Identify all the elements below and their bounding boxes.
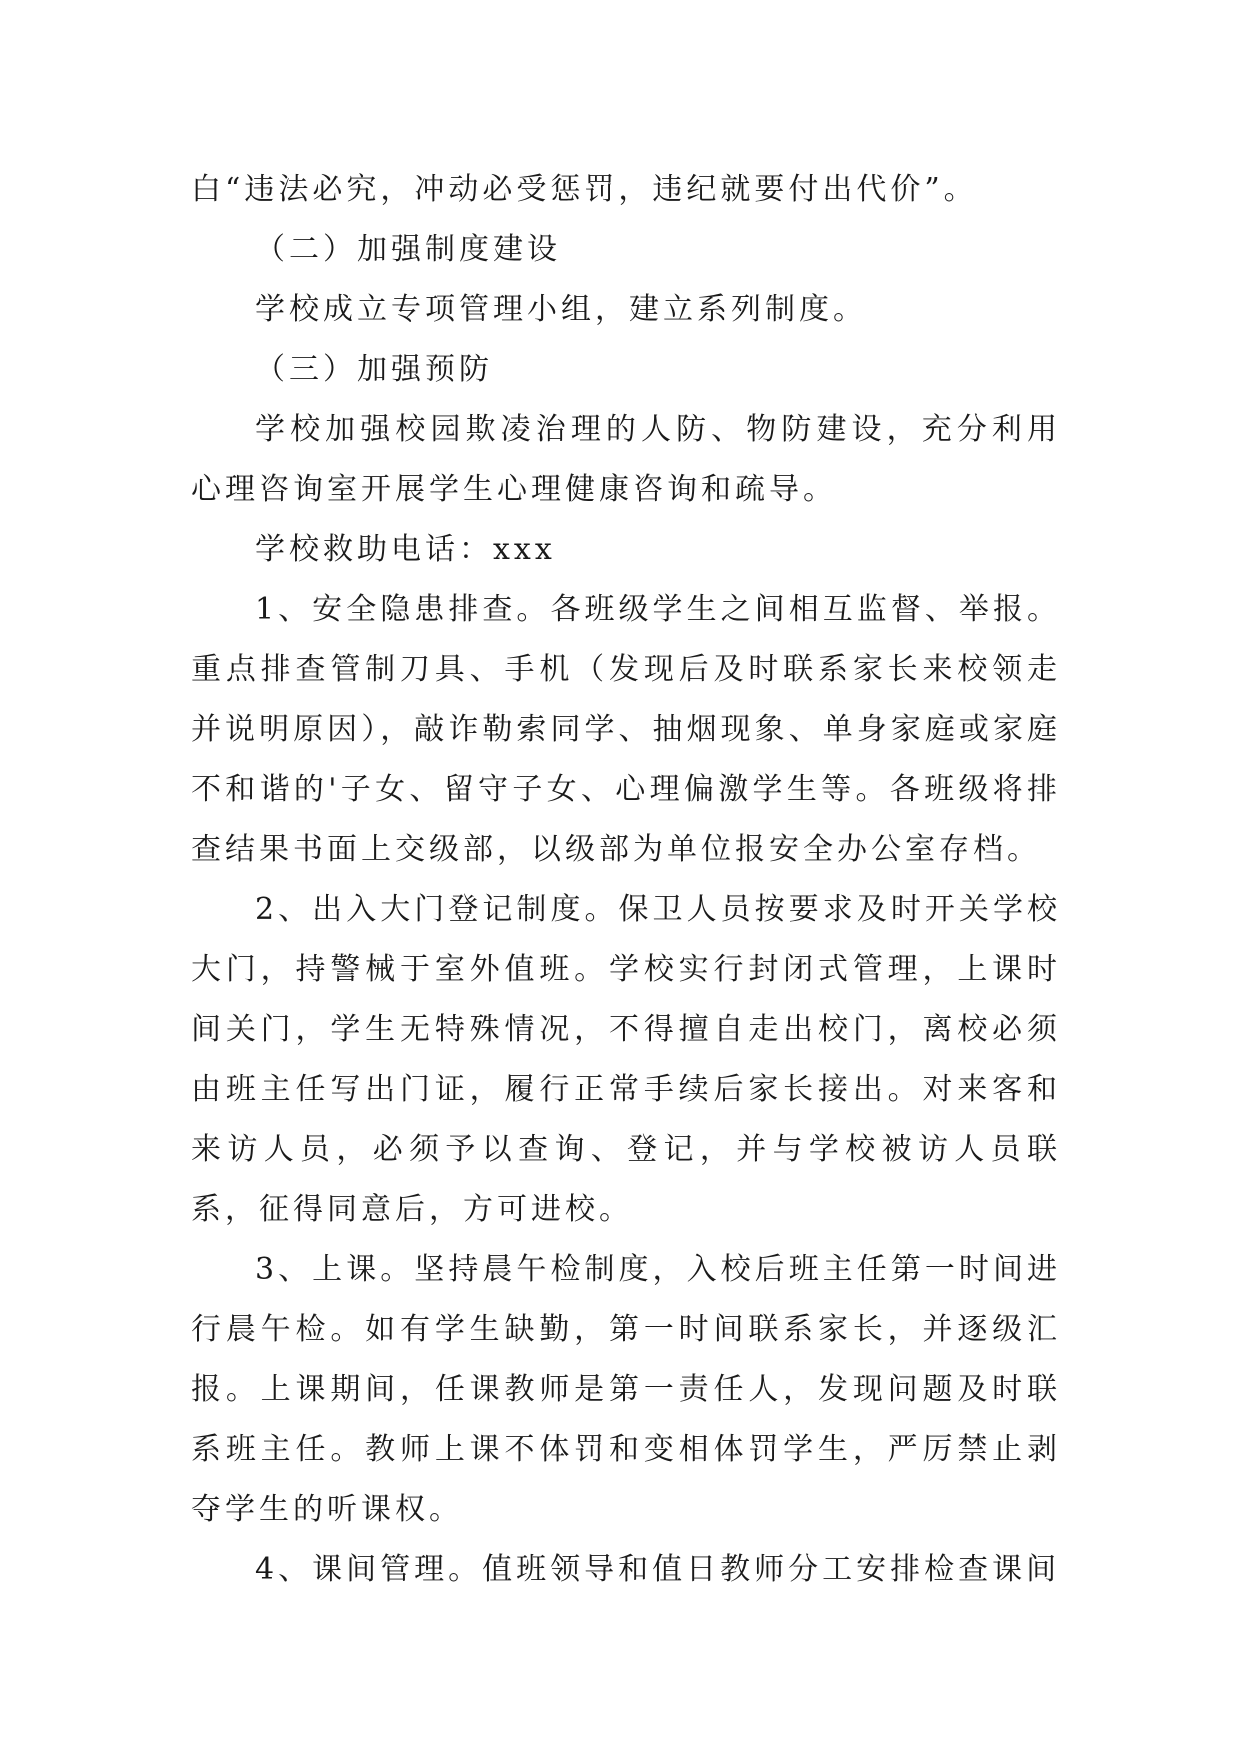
- paragraph-item-3: 3、上课。坚持晨午检制度，入校后班主任第一时间进行晨午检。如有学生缺勤，第一时间联系家长，并逐级汇报。上课期间，任课教师是第一责任人，发现问题及时联系班主任。教师上课不体罚和变相体罚学生，严厉禁止剥夺学生的听课权。: [191, 1252, 1061, 1527]
- paragraph-item-2: 2、出入大门登记制度。保卫人员按要求及时开关学校大门，持警械于室外值班。学校实行封闭式管理，上课时间关门，学生无特殊情况，不得擅自走出校门，离校必须由班主任写出门证，履行正常手续后家长接出。对来客和来访人员，必须予以查询、登记，并与学校被访人员联系，征得同意后，方可进校。: [191, 892, 1061, 1227]
- paragraph-continuation: 白“违法必究，冲动必受惩罚，违纪就要付出代价”。: [191, 172, 978, 207]
- paragraph-item-4: 4、课间管理。值班领导和值日教师分工安排检查课间: [255, 1552, 1061, 1587]
- paragraph-prevention: 学校加强校园欺凌治理的人防、物防建设，充分利用心理咨询室开展学生心理健康咨询和疏导。: [191, 412, 1061, 507]
- paragraph-item-1: 1、安全隐患排查。各班级学生之间相互监督、举报。重点排查管制刀具、手机（发现后及时联系家长来校领走并说明原因），敲诈勒索同学、抽烟现象、单身家庭或家庭不和谐的'子女、留守子女、心理偏激学生等。各班级将排查结果书面上交级部，以级部为单位报安全办公室存档。: [191, 592, 1061, 867]
- paragraph-system: 学校成立专项管理小组，建立系列制度。: [255, 292, 867, 327]
- section-heading-3: （三）加强预防: [255, 352, 493, 387]
- section-heading-2: （二）加强制度建设: [255, 232, 561, 267]
- document-body: [191, 160, 1061, 1600]
- paragraph-hotline: 学校救助电话：xxx: [255, 532, 556, 567]
